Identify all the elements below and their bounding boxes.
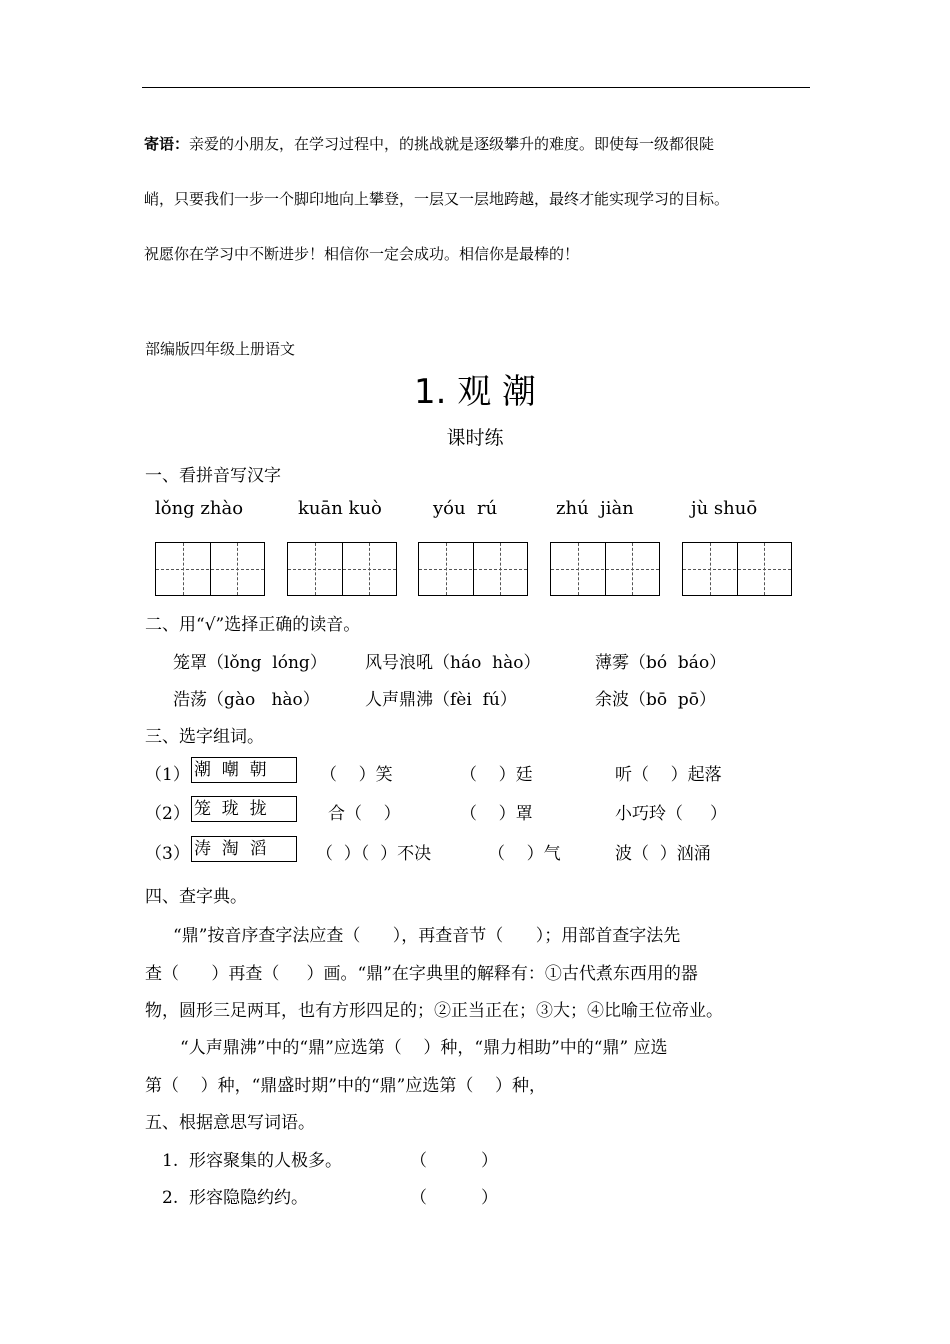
reading-item: 人声鼎沸（fèi fú） xyxy=(365,690,517,710)
char-choice-box: 笼 珑 拢 xyxy=(191,796,297,822)
dictionary-paragraph-line: 查（ ）再查（ ）画。“鼎”在字典里的解释有：①古代煮东西用的器 xyxy=(145,964,698,984)
item-number: （2） xyxy=(145,804,190,824)
writing-grid-1[interactable] xyxy=(155,542,265,596)
item-number: （3） xyxy=(145,844,190,864)
section-4-heading: 四、查字典。 xyxy=(145,887,247,907)
reading-item: 余波（bō pō） xyxy=(595,690,717,710)
item-number: （1） xyxy=(145,765,190,785)
pinyin-4: zhú jiàn xyxy=(556,498,634,519)
fill-blank[interactable]: 合（ ） xyxy=(328,804,401,824)
fill-blank[interactable]: （ ）气 xyxy=(488,844,561,864)
section-5-heading: 五、根据意思写词语。 xyxy=(145,1113,315,1133)
page-subtitle: 课时练 xyxy=(446,427,504,449)
pinyin-3: yóu rú xyxy=(433,498,498,519)
intro-line-3: 祝愿你在学习中不断进步！相信你一定会成功。相信你是最棒的！ xyxy=(144,245,580,263)
grade-label: 部编版四年级上册语文 xyxy=(145,340,296,358)
dictionary-paragraph-line: 第（ ）种，“鼎盛时期”中的“鼎”应选第（ ）种， xyxy=(145,1076,546,1096)
char-choice-box: 涛 淘 滔 xyxy=(191,836,297,862)
writing-grid-2[interactable] xyxy=(287,542,397,596)
pinyin-2: kuān kuò xyxy=(298,498,382,519)
dictionary-paragraph-line: 物，圆形三足两耳，也有方形四足的；②正当正在；③大；④比喻王位帝业。 xyxy=(145,1001,723,1021)
pinyin-1: lǒng zhào xyxy=(155,498,244,519)
section-2-heading: 二、用“√”选择正确的读音。 xyxy=(145,615,361,635)
section-1-heading: 一、看拼音写汉字 xyxy=(145,466,281,486)
writing-grid-4[interactable] xyxy=(550,542,660,596)
fill-blank[interactable]: （ ）笑 xyxy=(320,765,393,785)
fill-blank[interactable]: 小巧玲（ ） xyxy=(615,804,728,824)
fill-blank[interactable]: （ ）廷 xyxy=(460,765,533,785)
section-3-heading: 三、选字组词。 xyxy=(145,727,264,747)
intro-line-2: 峭，只要我们一步一个脚印地向上攀登，一层又一层地跨越，最终才能实现学习的目标。 xyxy=(144,190,730,208)
reading-item: 风号浪吼（háo hào） xyxy=(365,653,541,673)
writing-grid-3[interactable] xyxy=(418,542,528,596)
meaning-item: 2. 形容隐隐约约。 xyxy=(162,1188,309,1208)
pinyin-5: jù shuō xyxy=(691,498,758,519)
fill-blank[interactable]: （ ）（ ）不决 xyxy=(316,844,432,864)
intro-line-1: 寄语：亲爱的小朋友，在学习过程中，的挑战就是逐级攀升的难度。即使每一级都很陡 xyxy=(144,135,715,153)
reading-item: 薄雾（bó báo） xyxy=(595,653,727,673)
answer-blank[interactable]: （ ） xyxy=(410,1151,499,1171)
reading-item: 笼罩（lǒng lóng） xyxy=(173,653,327,673)
fill-blank[interactable]: 波（ ）汹涌 xyxy=(615,844,711,864)
header-rule xyxy=(142,87,810,88)
char-choice-box: 潮 嘲 朝 xyxy=(191,757,297,783)
fill-blank[interactable]: 听（ ）起落 xyxy=(615,765,722,785)
writing-grid-5[interactable] xyxy=(682,542,792,596)
answer-blank[interactable]: （ ） xyxy=(410,1188,499,1208)
meaning-item: 1. 形容聚集的人极多。 xyxy=(162,1151,343,1171)
page-title: 1. 观 潮 xyxy=(413,372,537,412)
dictionary-paragraph-line: “人声鼎沸”中的“鼎”应选第（ ）种，“鼎力相助”中的“鼎” 应选 xyxy=(180,1038,668,1058)
reading-item: 浩荡（gào hào） xyxy=(173,690,320,710)
dictionary-paragraph-line: “鼎”按音序查字法应查（ ），再查音节（ ）；用部首查字法先 xyxy=(173,926,681,946)
fill-blank[interactable]: （ ）罩 xyxy=(460,804,533,824)
